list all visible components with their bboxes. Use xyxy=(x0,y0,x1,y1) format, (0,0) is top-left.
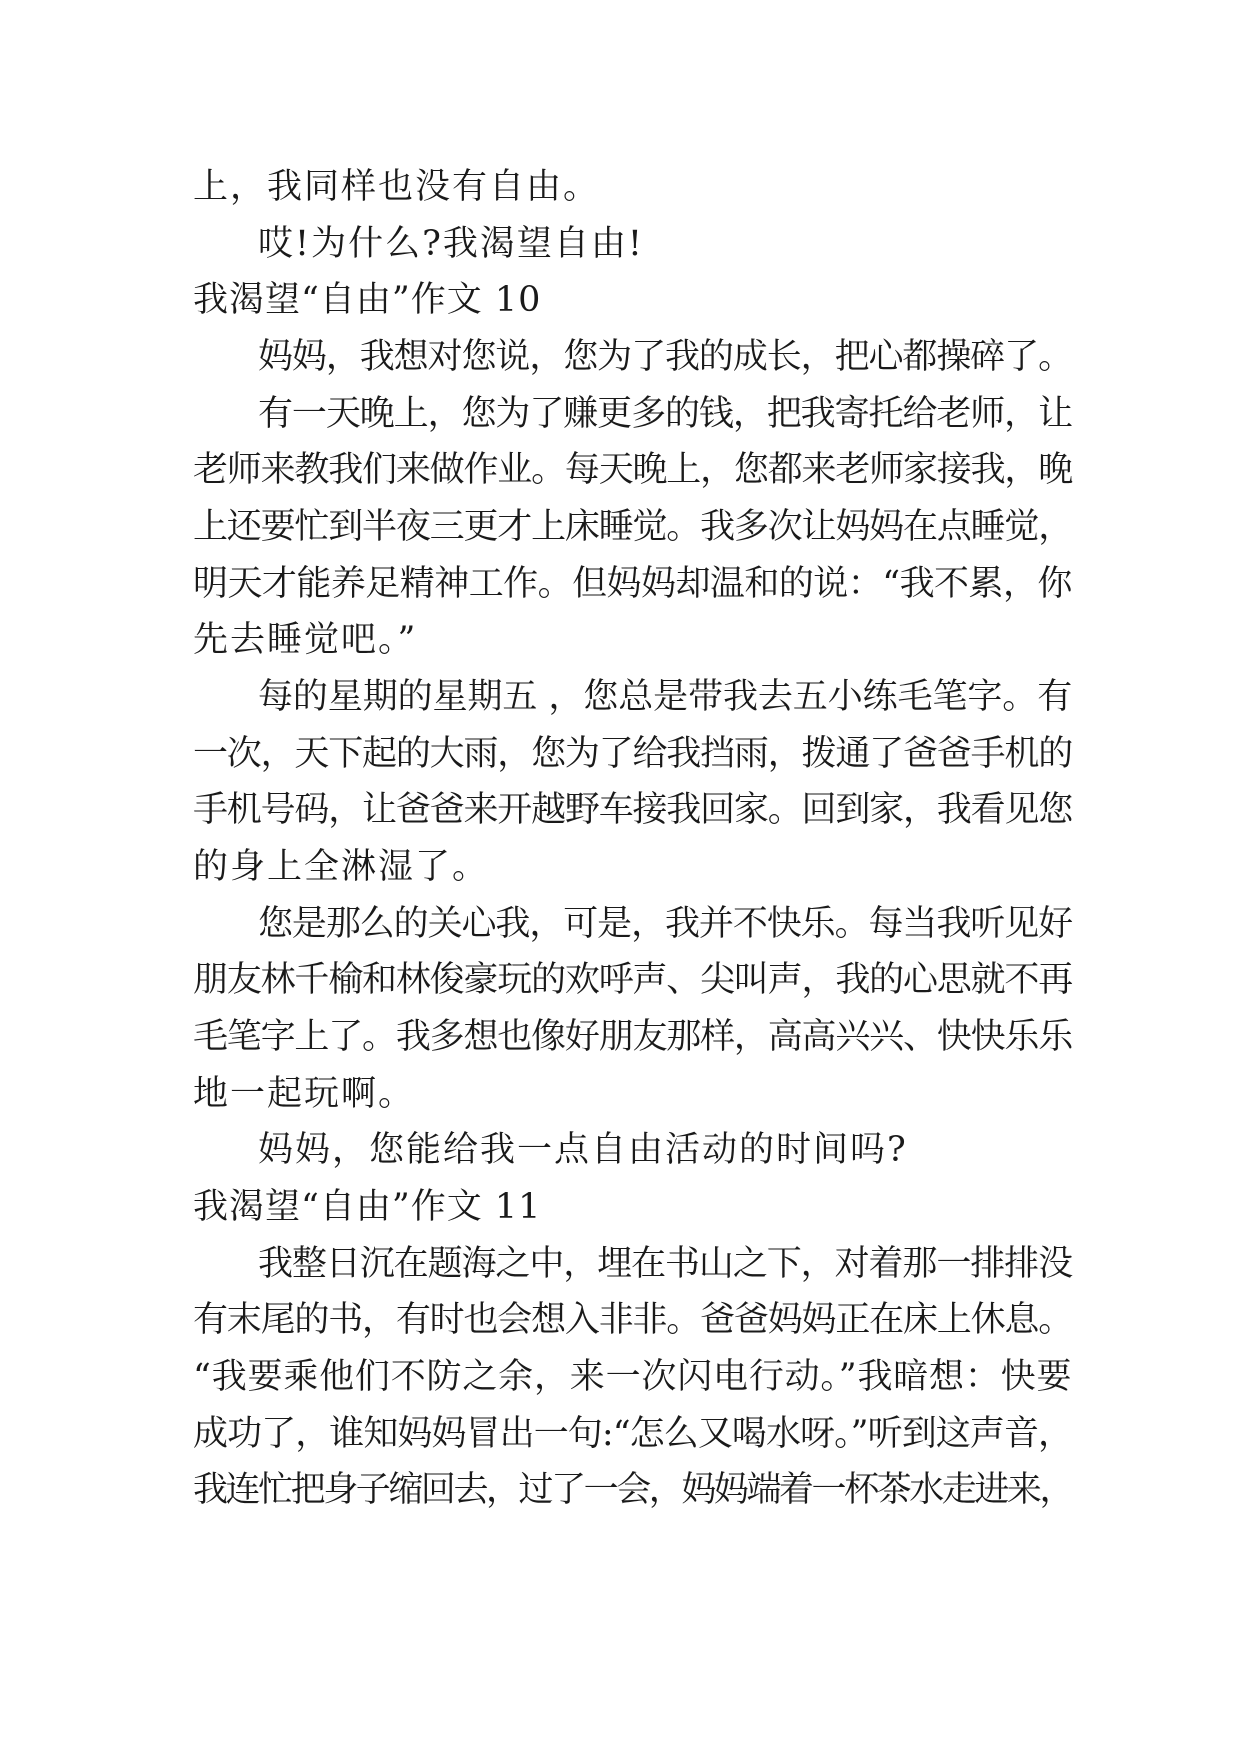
body-text-line: 一次，天下起的大雨，您为了给我挡雨，拨通了爸爸手机的 xyxy=(193,734,1073,774)
body-text-line: 上，我同样也没有自由。 xyxy=(193,167,601,207)
body-text-line: 地一起玩啊。 xyxy=(193,1074,416,1114)
body-paragraph-line: 每的星期的星期五 ，您总是带我去五小练毛笔字。有 xyxy=(258,677,1073,717)
body-text-line: 手机号码，让爸爸来开越野车接我回家。回到家，我看见您 xyxy=(193,790,1073,830)
body-paragraph-line: 您是那么的关心我，可是，我并不快乐。每当我听见好 xyxy=(258,904,1073,944)
body-text-line: 我连忙把身子缩回去，过了一会，妈妈端着一杯茶水走进来， xyxy=(193,1470,1073,1510)
body-text-line: 成功了，谁知妈妈冒出一句:“怎么又喝水呀。”听到这声音， xyxy=(193,1414,1073,1454)
body-paragraph-line: 妈妈，我想对您说，您为了我的成长，把心都操碎了。 xyxy=(258,337,1073,377)
body-text-line: 上还要忙到半夜三更才上床睡觉。我多次让妈妈在点睡觉， xyxy=(193,507,1073,547)
body-text-line: 毛笔字上了。我多想也像好朋友那样，高高兴兴、快快乐乐 xyxy=(193,1017,1073,1057)
body-text-line: 的身上全淋湿了。 xyxy=(193,847,490,887)
body-paragraph-line: 哎!为什么?我渴望自由! xyxy=(258,224,644,264)
body-text-line: 老师来教我们来做作业。每天晚上，您都来老师家接我，晚 xyxy=(193,450,1073,490)
body-paragraph-line: 妈妈，您能给我一点自由活动的时间吗? xyxy=(258,1130,908,1170)
body-text-line: 明天才能养足精神工作。但妈妈却温和的说：“我不累，你 xyxy=(193,564,1072,604)
body-text-line: “我要乘他们不防之余，来一次闪电行动。”我暗想：快要 xyxy=(193,1357,1073,1397)
body-paragraph-line: 有一天晚上，您为了赚更多的钱，把我寄托给老师，让 xyxy=(258,394,1073,434)
section-heading: 我渴望“自由”作文 10 xyxy=(193,280,542,320)
body-text-line: 有末尾的书，有时也会想入非非。爸爸妈妈正在床上休息。 xyxy=(193,1300,1073,1340)
section-heading: 我渴望“自由”作文 11 xyxy=(193,1187,542,1227)
body-paragraph-line: 我整日沉在题海之中，埋在书山之下，对着那一排排没 xyxy=(258,1244,1073,1284)
body-text-line: 朋友林千榆和林俊豪玩的欢呼声、尖叫声，我的心思就不再 xyxy=(193,960,1073,1000)
body-text-line: 先去睡觉吧。” xyxy=(193,620,418,660)
